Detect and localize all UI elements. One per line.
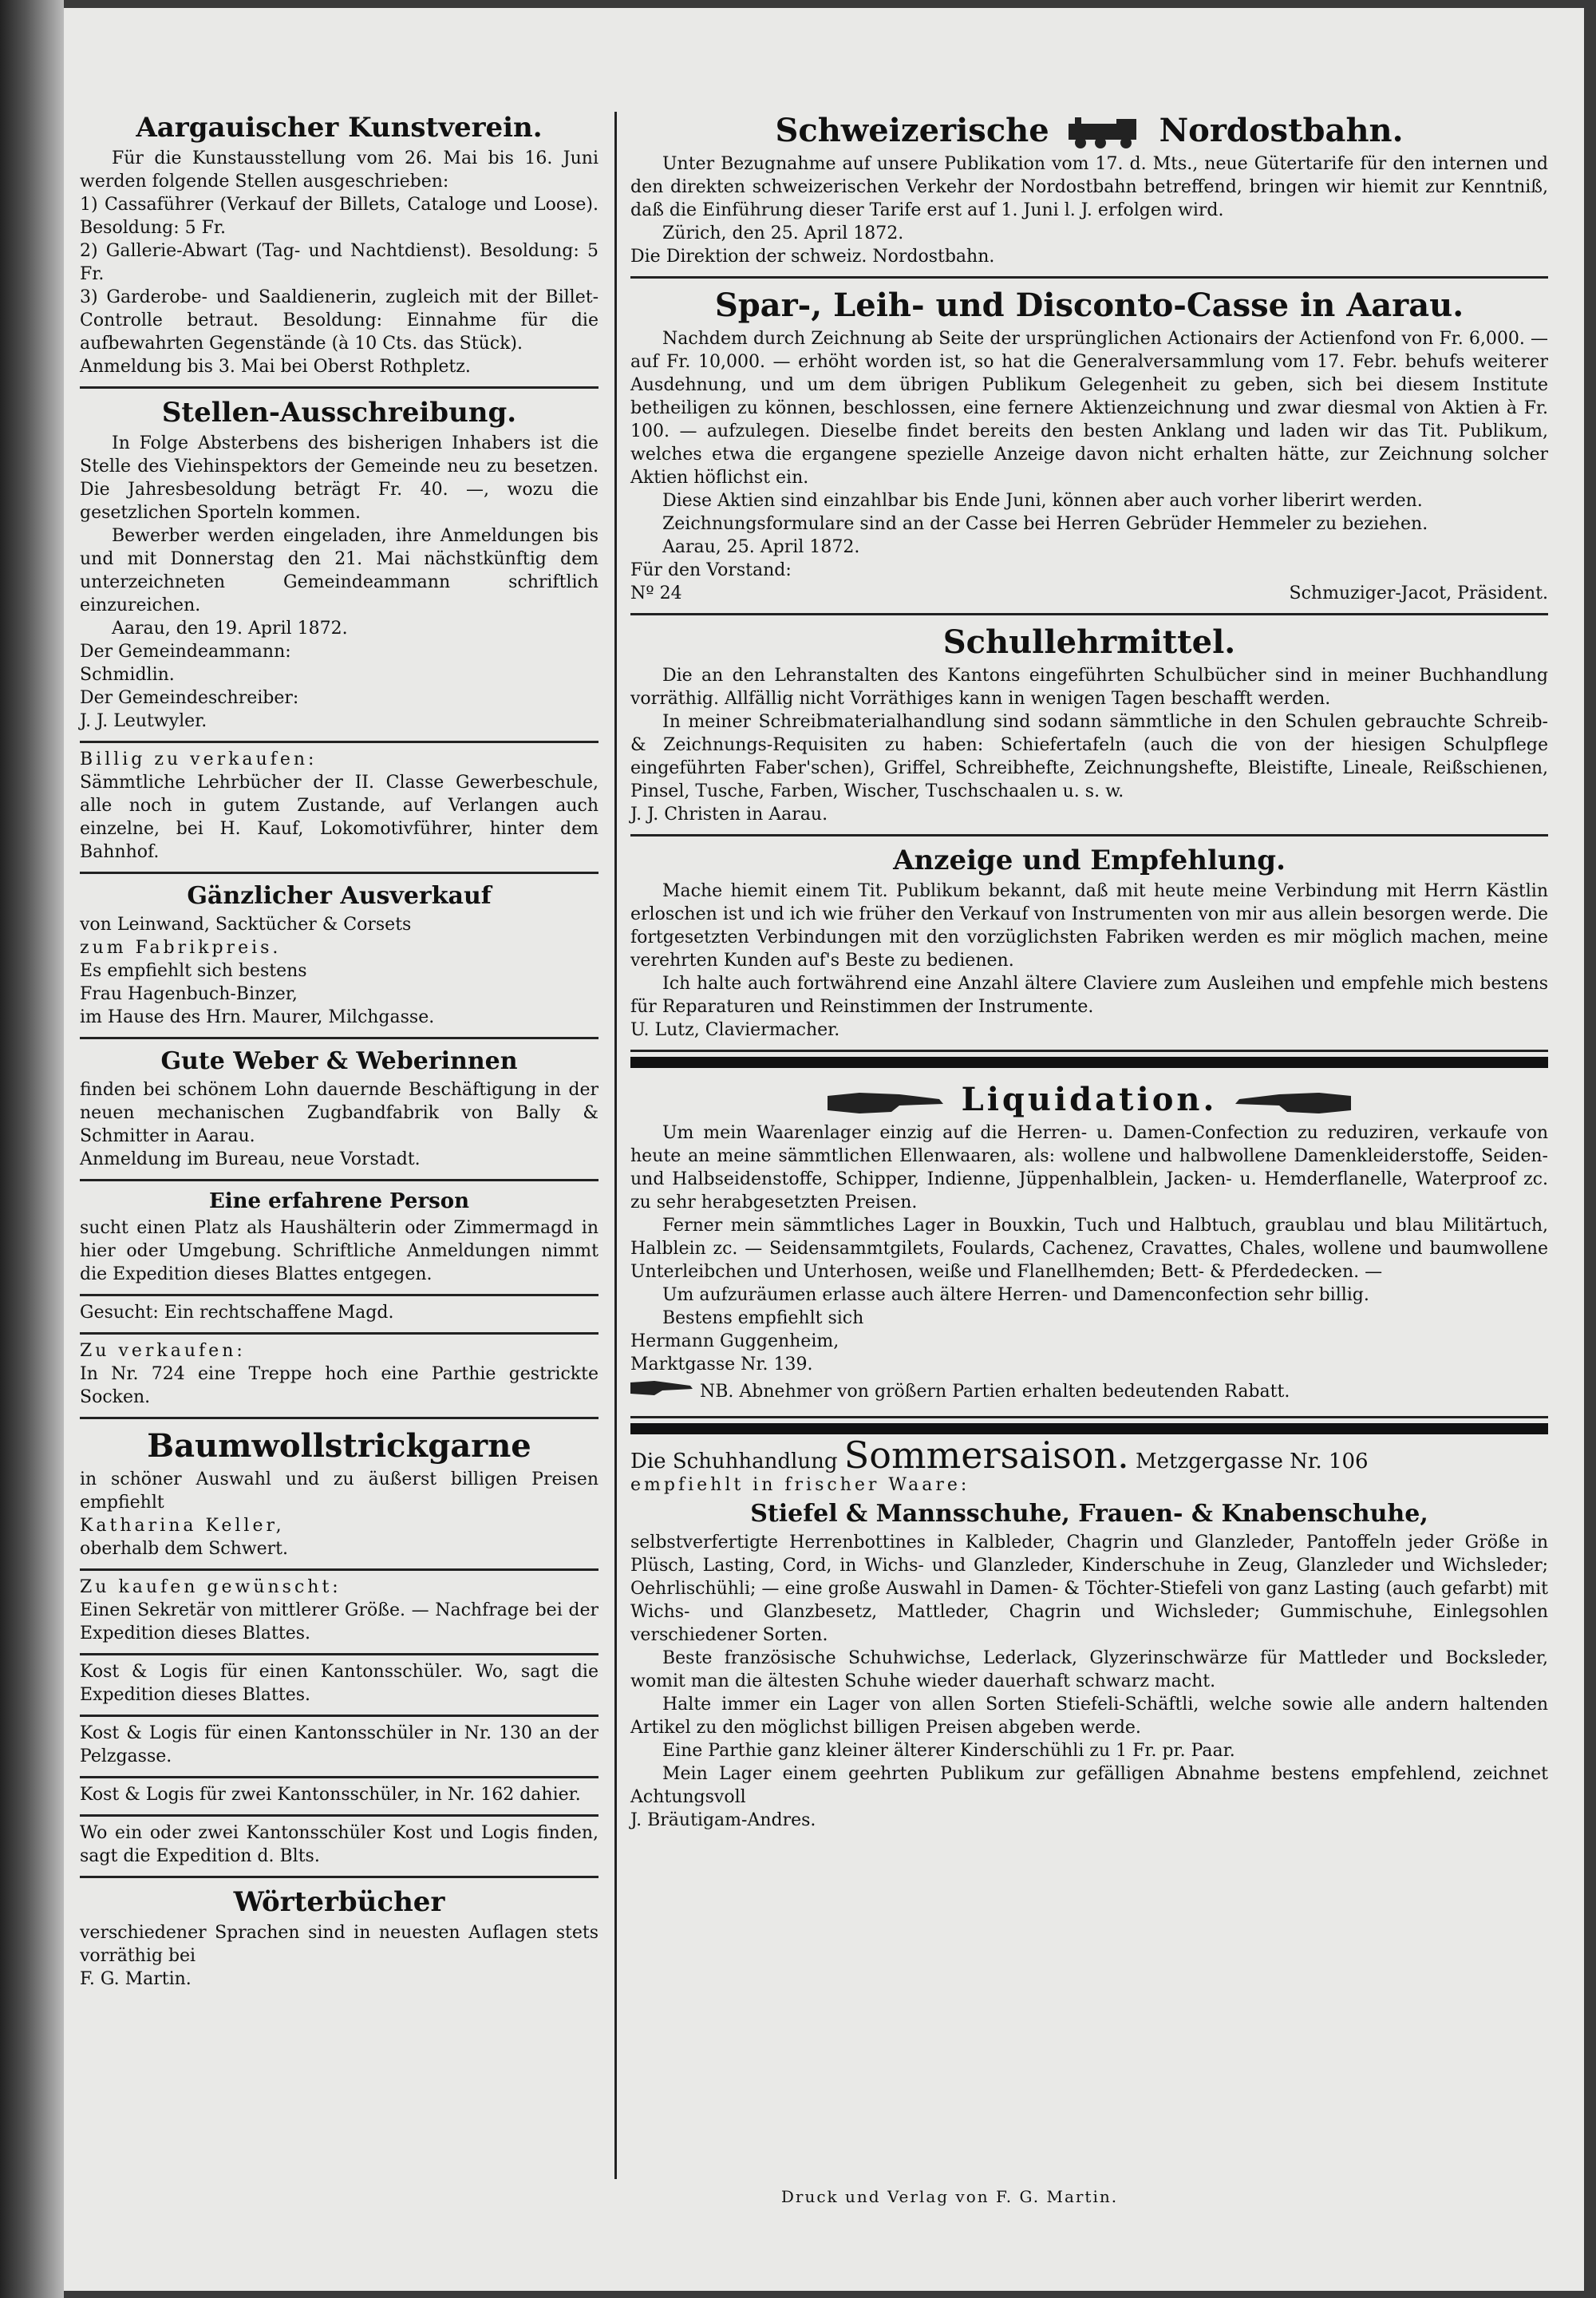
ad-text: Es empfiehlt sich bestens — [80, 961, 307, 981]
ad-text: sucht einen Platz als Haushälterin oder Zimmermagd in hier oder Umgebung. Schriftliche Anmeldungen nimmt die Expedition dieses Blattes entgegen. — [80, 1218, 598, 1284]
ad-text: Halte immer ein Lager von allen Sorten Stiefeli-Schäftli, welche sowie alle andern haltenden Artikel zu den möglichst billigen Preisen abgeben werde. — [630, 1695, 1548, 1738]
ad-text: Ferner mein sämmtliches Lager in Bouxkin, Tuch und Halbtuch, graublau und blau Militärtuch, Halblein zc. — Seidensammtgilets, Foulards, Cachenez, Cravattes, Chales, wollene und baumwollene Unterleibchen und Unterhosen, weiße und Flanellhemden; Bett- & Pferdedecken. — — [630, 1216, 1548, 1282]
column-divider — [614, 112, 617, 2179]
title-text: Liquidation. — [961, 1081, 1218, 1118]
ad-text: U. Lutz, Claviermacher. — [630, 1020, 840, 1040]
ad-text: Sämmtliche Lehrbücher der II. Classe Gewerbeschule, alle noch in gutem Zustande, auf Verlangen auch einzelne, bei H. Kauf, Lokomotivführer, hinter dem Bahnhof. — [80, 773, 598, 862]
ad-schuhhandlung — [630, 1434, 1548, 1840]
ad-title — [630, 112, 1548, 149]
ad-text: In meiner Schreibmaterialhandlung sind sodann sämmtliche in den Schulen gebrauchte Schreib- & Zeichnungs-Requisiten zu haben: Schiefertafeln (auch die von der hiesigen Schulpflege eingeführten Faber'schen), Griffel, Schreibhefte, Zeichnungshefte, Bleistifte, Lineale, Reißschienen, Pinsel, Tusche, Farben, Wischer, Tuschschaalen u. s. w. — [630, 712, 1548, 801]
ad-header-address: Metzgergasse Nr. 106 — [1136, 1450, 1369, 1473]
ad-ausverkauf — [80, 874, 598, 1039]
ad-title: Billig zu verkaufen: — [80, 750, 318, 769]
ad-title: Eine erfahrene Person — [208, 1189, 470, 1213]
ad-text: 3) Garderobe- und Saaldienerin, zugleich mit der Billet-Controlle betraut. Besoldung: Einnahme für die aufbewahrten Gegenstände (à 10 Cts. das Stück). — [80, 287, 598, 354]
ad-text: Hermann Guggenheim, — [630, 1331, 839, 1351]
ad-title: Spar-, Leih- und Disconto-Casse in Aarau. — [714, 287, 1464, 324]
ad-stellen-title: Stellen-Ausschreibung. — [161, 397, 517, 429]
ad-text: Ich halte auch fortwährend eine Anzahl ältere Claviere zum Ausleihen und empfehle mich bestens für Reparaturen und Reinstimmen der Instrumente. — [630, 974, 1548, 1017]
ad-title: Zu kaufen gewünscht: — [80, 1577, 342, 1597]
ad-header — [630, 1434, 1548, 1477]
ad-text: im Hause des Hrn. Maurer, Milchgasse. — [80, 1007, 435, 1027]
ad-text: selbstverfertigte Herrenbottines in Kalbleder, Chagrin und Glanzleder, Pantoffeln jeder Größe in Plüsch, Lasting, Cord, in Wichs- und Glanzleder, Kinderschuhe in Zeug, Glanzleder und Wichsleder; Oehrlischühli; — eine große Auswahl in Damen- & Töchter-Stiefeli von ganz Lasting (auch gefarbt) mit Wichs- und Glanzbesetz, Mattleder, Chagrin und Wichsleder; Gummischuhe, Einlegsohlen verschiedener Sorten. — [630, 1533, 1548, 1645]
ad-text: In Nr. 724 eine Treppe hoch eine Parthie gestrickte Socken. — [80, 1364, 598, 1407]
ad-text: Schmidlin. — [80, 665, 175, 685]
ad-text: J. J. Christen in Aarau. — [630, 805, 828, 825]
ad-kunstverein-title: Aargauischer Kunstverein. — [136, 112, 543, 144]
ad-text: Die Direktion der schweiz. Nordostbahn. — [630, 247, 995, 267]
ad-text: Mache hiemit einem Tit. Publikum bekannt, daß mit heute meine Verbindung mit Herrn Kästlin erloschen ist und ich wie früher den Verkauf von Instrumenten von mir aus allein besorgen werde. Die fortgesetzten Verbindungen mit den vorzüglichsten Fabriken werden es mir möglich machen, meine verehrten Kunden auf's Beste zu bedienen. — [630, 881, 1548, 971]
ad-stellen — [80, 389, 598, 743]
ad-header-prefix: Die Schuhhandlung — [630, 1450, 838, 1473]
ad-text: verschiedener Sprachen sind in neuesten Auflagen stets vorräthig bei — [80, 1923, 598, 1966]
ad-text: Wo ein oder zwei Kantonsschüler Kost und Logis finden, sagt die Expedition d. Blts. — [80, 1823, 598, 1866]
ad-text: J. Bräutigam-Andres. — [630, 1810, 816, 1830]
ad-text: F. G. Martin. — [80, 1969, 192, 1989]
ad-text: Zürich, den 25. April 1872. — [662, 223, 904, 243]
ad-logis-2 — [80, 1717, 598, 1778]
nb-note: NB. Abnehmer von größern Partien erhalten bedeutenden Rabatt. — [700, 1382, 1290, 1402]
ad-subtitle: Stiefel & Mannsschuhe, Frauen- & Knabenschuhe, — [750, 1500, 1428, 1528]
ad-liquidation — [630, 1073, 1548, 1418]
pointing-hand-icon — [828, 1086, 947, 1118]
ad-kunstverein — [80, 104, 598, 389]
imprint: Druck und Verlag von F. G. Martin. — [780, 2187, 1119, 2206]
ad-text: In Folge Absterbens des bisherigen Inhabers ist die Stelle des Viehinspektors der Gemeinde neu zu besetzen. Die Jahresbesoldung beträgt Fr. 40. —, wozu die gesetzlichen Sporteln kommen. — [80, 433, 598, 523]
ad-text: Marktgasse Nr. 139. — [630, 1355, 813, 1374]
ad-weber — [80, 1039, 598, 1181]
ad-text: Aarau, den 19. April 1872. — [112, 619, 348, 639]
ad-text: J. J. Leutwyler. — [80, 711, 207, 731]
title-part: Nordostbahn. — [1159, 112, 1404, 149]
ad-logis-3 — [80, 1778, 598, 1817]
ad-text: oberhalb dem Schwert. — [80, 1539, 288, 1559]
ad-title: Zu verkaufen: — [80, 1341, 246, 1361]
ad-title: Baumwollstrickgarne — [147, 1427, 531, 1465]
ad-socken — [80, 1335, 598, 1419]
ad-text: Die an den Lehranstalten des Kantons eingeführten Schulbücher sind in meiner Buchhandlung vorräthig. Allfällig nicht Vorräthiges kann in wenigen Tagen beschafft werden. — [630, 666, 1548, 709]
pointing-hand-icon — [630, 1376, 694, 1408]
ad-text — [630, 582, 1548, 605]
title-part: Schweizerische — [775, 112, 1049, 149]
divider-bar — [630, 1057, 1548, 1068]
ad-title: Gute Weber & Weberinnen — [160, 1047, 518, 1075]
ad-text: Bestens empfiehlt sich — [662, 1308, 864, 1328]
ad-title: Schullehrmittel. — [942, 623, 1236, 661]
ad-text: Für den Vorstand: — [630, 560, 792, 580]
left-column — [80, 104, 598, 1999]
ad-sekretaer — [80, 1571, 598, 1655]
locomotive-icon — [1061, 117, 1148, 149]
ad-text: Katharina Keller, — [80, 1516, 285, 1536]
ad-billig — [80, 743, 598, 874]
ad-logis-1 — [80, 1655, 598, 1717]
ad-schullehrmittel — [630, 615, 1548, 837]
ad-text: Anmeldung im Bureau, neue Vorstadt. — [80, 1149, 421, 1169]
ad-text: von Leinwand, Sacktücher & Corsets — [80, 915, 412, 935]
divider-bar — [630, 1423, 1548, 1434]
ad-text: Beste französische Schuhwichse, Lederlack, Glyzerinschwärze für Mattleder und Bocksleder, womit man die ältesten Schuhe wieder dauerhaft schwarz macht. — [630, 1648, 1548, 1691]
ad-gesucht — [80, 1296, 598, 1335]
ad-text: Zeichnungsformulare sind an der Casse bei Herren Gebrüder Hemmeler zu beziehen. — [662, 514, 1428, 534]
ad-text: Der Gemeindeammann: — [80, 642, 291, 662]
ad-text: finden bei schönem Lohn dauernde Beschäftigung in der neuen mechanischen Zugbandfabrik von Bally & Schmitter in Aarau. — [80, 1080, 598, 1146]
ad-text — [630, 1376, 1548, 1408]
ad-text: Um mein Waarenlager einzig auf die Herren- u. Damen-Confection zu reduziren, verkaufe von heute an meine sämmtlichen Ellenwaaren, als: wollene und halbwollene Damenkleiderstoffe, Seiden- und Halbseidenstoffe, Schipper, Indienne, Jüppenhalblein, Jacken- u. Hemderflanelle, Waterproof zc. zu sehr herabgesetzten Preisen. — [630, 1123, 1548, 1212]
ad-woerterbuecher — [80, 1878, 598, 1999]
ad-text: 1) Cassaführer (Verkauf der Billets, Cataloge und Loose). Besoldung: 5 Fr. — [80, 195, 598, 238]
ad-nordostbahn — [630, 104, 1548, 279]
ad-text: in schöner Auswahl und zu äußerst billigen Preisen empfiehlt — [80, 1469, 598, 1513]
right-column — [630, 104, 1548, 1840]
ad-text: Für die Kunstausstellung vom 26. Mai bis 16. Juni werden folgende Stellen ausgeschrieben: — [80, 148, 598, 192]
ad-text: Um aufzuräumen erlasse auch ältere Herren- und Damenconfection sehr billig. — [662, 1285, 1369, 1305]
ad-text: Nachdem durch Zeichnung ab Seite der ursprünglichen Actionairs der Actienfond von Fr. 6,000. — auf Fr. 10,000. — erhöht worden ist, so hat die Generalversammlung vom 17. Febr. behufs weiterer Ausdehnung, und um dem übrigen Publikum Gelegenheit zu geben, sich bei diesem Institute betheiligen zu können, beschlossen, eine fernere Aktienzeichnung und zwar diesmal von Aktien à Fr. 100. — aufzulegen. Dieselbe findet bereits den besten Anklang und laden wir das Tit. Publikum, welches etwa die ergangene spezielle Anzeige davon nicht erhalten hätte, zur Zeichnung solcher Aktien höflichst ein. — [630, 329, 1548, 488]
ad-text: Mein Lager einem geehrten Publikum zur gefälligen Abnahme bestens empfehlend, zeichnet Achtungsvoll — [630, 1764, 1548, 1807]
ad-text: Der Gemeindeschreiber: — [80, 688, 299, 708]
ad-title: Sommersaison. — [843, 1434, 1129, 1477]
ad-text: Bewerber werden eingeladen, ihre Anmeldungen bis und mit Donnerstag den 21. Mai nächstkünftig dem unterzeichneten Gemeindeammann schriftlich einzureichen. — [80, 526, 598, 615]
ad-text: Einen Sekretär von mittlerer Größe. — Nachfrage bei der Expedition dieses Blattes. — [80, 1600, 598, 1643]
ad-text: Unter Bezugnahme auf unsere Publikation vom 17. d. Mts., neue Gütertarife für den internen und den direkten schweizerischen Verkehr der Nordostbahn betreffend, bringen wir hiemit zur Kenntniß, daß die Einführung dieser Tarife erst auf 1. Juni l. J. erfolgen wird. — [630, 154, 1548, 220]
ad-text: Kost & Logis für zwei Kantonsschüler, in Nr. 162 dahier. — [80, 1785, 581, 1805]
ad-text: Kost & Logis für einen Kantonsschüler in Nr. 130 an der Pelzgasse. — [80, 1723, 598, 1766]
ad-signature: Schmuziger-Jacot, Präsident. — [1289, 583, 1548, 603]
ad-text: Eine Parthie ganz kleiner älterer Kinderschühli zu 1 Fr. pr. Paar. — [662, 1741, 1235, 1761]
ad-title: Anzeige und Empfehlung. — [893, 844, 1286, 876]
pointing-hand-icon — [1231, 1086, 1351, 1118]
ad-text: 2) Gallerie-Abwart (Tag- und Nachtdienst). Besoldung: 5 Fr. — [80, 241, 598, 284]
ad-sparkasse — [630, 279, 1548, 615]
ad-text: Diese Aktien sind einzahlbar bis Ende Juni, können aber auch vorher liberirt werden. — [662, 491, 1423, 511]
ad-text: Gesucht: Ein rechtschaffene Magd. — [80, 1303, 394, 1323]
ad-title: Wörterbücher — [233, 1886, 445, 1918]
ad-text: empfiehlt in frischer Waare: — [630, 1475, 970, 1495]
ad-text: Anmeldung bis 3. Mai bei Oberst Rothpletz. — [80, 357, 471, 377]
ad-text: Kost & Logis für einen Kantonsschüler. Wo, sagt die Expedition dieses Blattes. — [80, 1662, 598, 1705]
ad-baumwolle — [80, 1419, 598, 1571]
ad-person — [80, 1181, 598, 1296]
ad-number: Nº 24 — [630, 583, 682, 603]
ad-text: zum Fabrikpreis. — [80, 938, 282, 958]
ad-title — [630, 1081, 1548, 1118]
ad-text: Frau Hagenbuch-Binzer, — [80, 984, 298, 1004]
ad-logis-4 — [80, 1817, 598, 1878]
ad-text: Aarau, 25. April 1872. — [662, 537, 860, 557]
book-binding — [0, 0, 64, 2298]
ad-anzeige — [630, 837, 1548, 1052]
ad-title: Gänzlicher Ausverkauf — [187, 882, 492, 910]
